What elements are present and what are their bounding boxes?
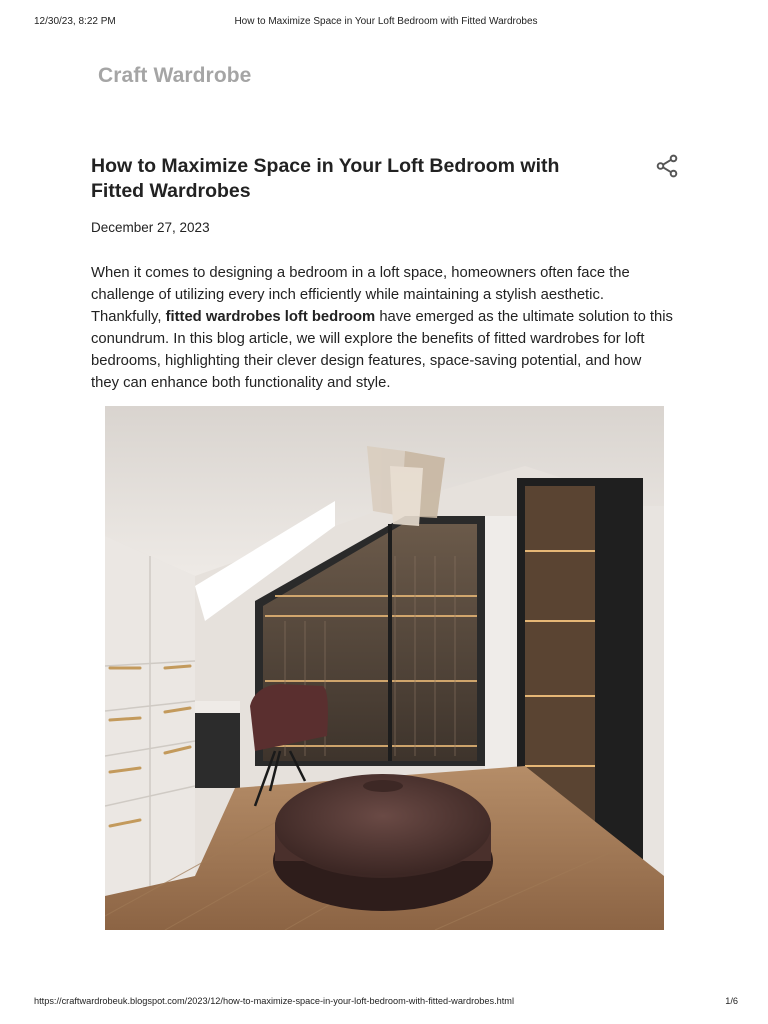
post-date: December 27, 2023: [91, 220, 210, 235]
print-document-title: How to Maximize Space in Your Loft Bedroom with Fitted Wardrobes: [234, 16, 538, 27]
print-datetime: 12/30/23, 8:22 PM: [34, 16, 116, 27]
loft-bedroom-photo: [105, 406, 664, 930]
post-body-text-1: When it comes to designing a bedroom in a loft space, homeowners often face the challenge of utilizing every inch efficiently while maintaining a stylish aesthetic. Thankfully,: [91, 265, 630, 325]
print-footer: [34, 996, 738, 1008]
post-body-keyword: fitted wardrobes loft bedroom: [165, 309, 376, 325]
print-page-number: 1/6: [725, 996, 738, 1006]
print-header: [34, 16, 738, 30]
post-body-text-2: have emerged as the ultimate solution to this conundrum. In this blog article, we will explore the benefits of fitted wardrobes for loft bedrooms, highlighting their clever design features, space-saving potential, and how they can enhance both functionality and style.: [91, 309, 673, 391]
share-icon: [654, 153, 680, 179]
post-image: [105, 406, 664, 930]
print-url: https://craftwardrobeuk.blogspot.com/2023/12/how-to-maximize-space-in-your-loft-bedroom-with-fitted-wardrobes.html: [34, 996, 514, 1006]
share-button[interactable]: [654, 153, 680, 179]
blog-name-link[interactable]: Craft Wardrobe: [98, 64, 252, 87]
post-title: How to Maximize Space in Your Loft Bedroom with Fitted Wardrobes: [91, 155, 560, 202]
post-body: [91, 262, 673, 394]
